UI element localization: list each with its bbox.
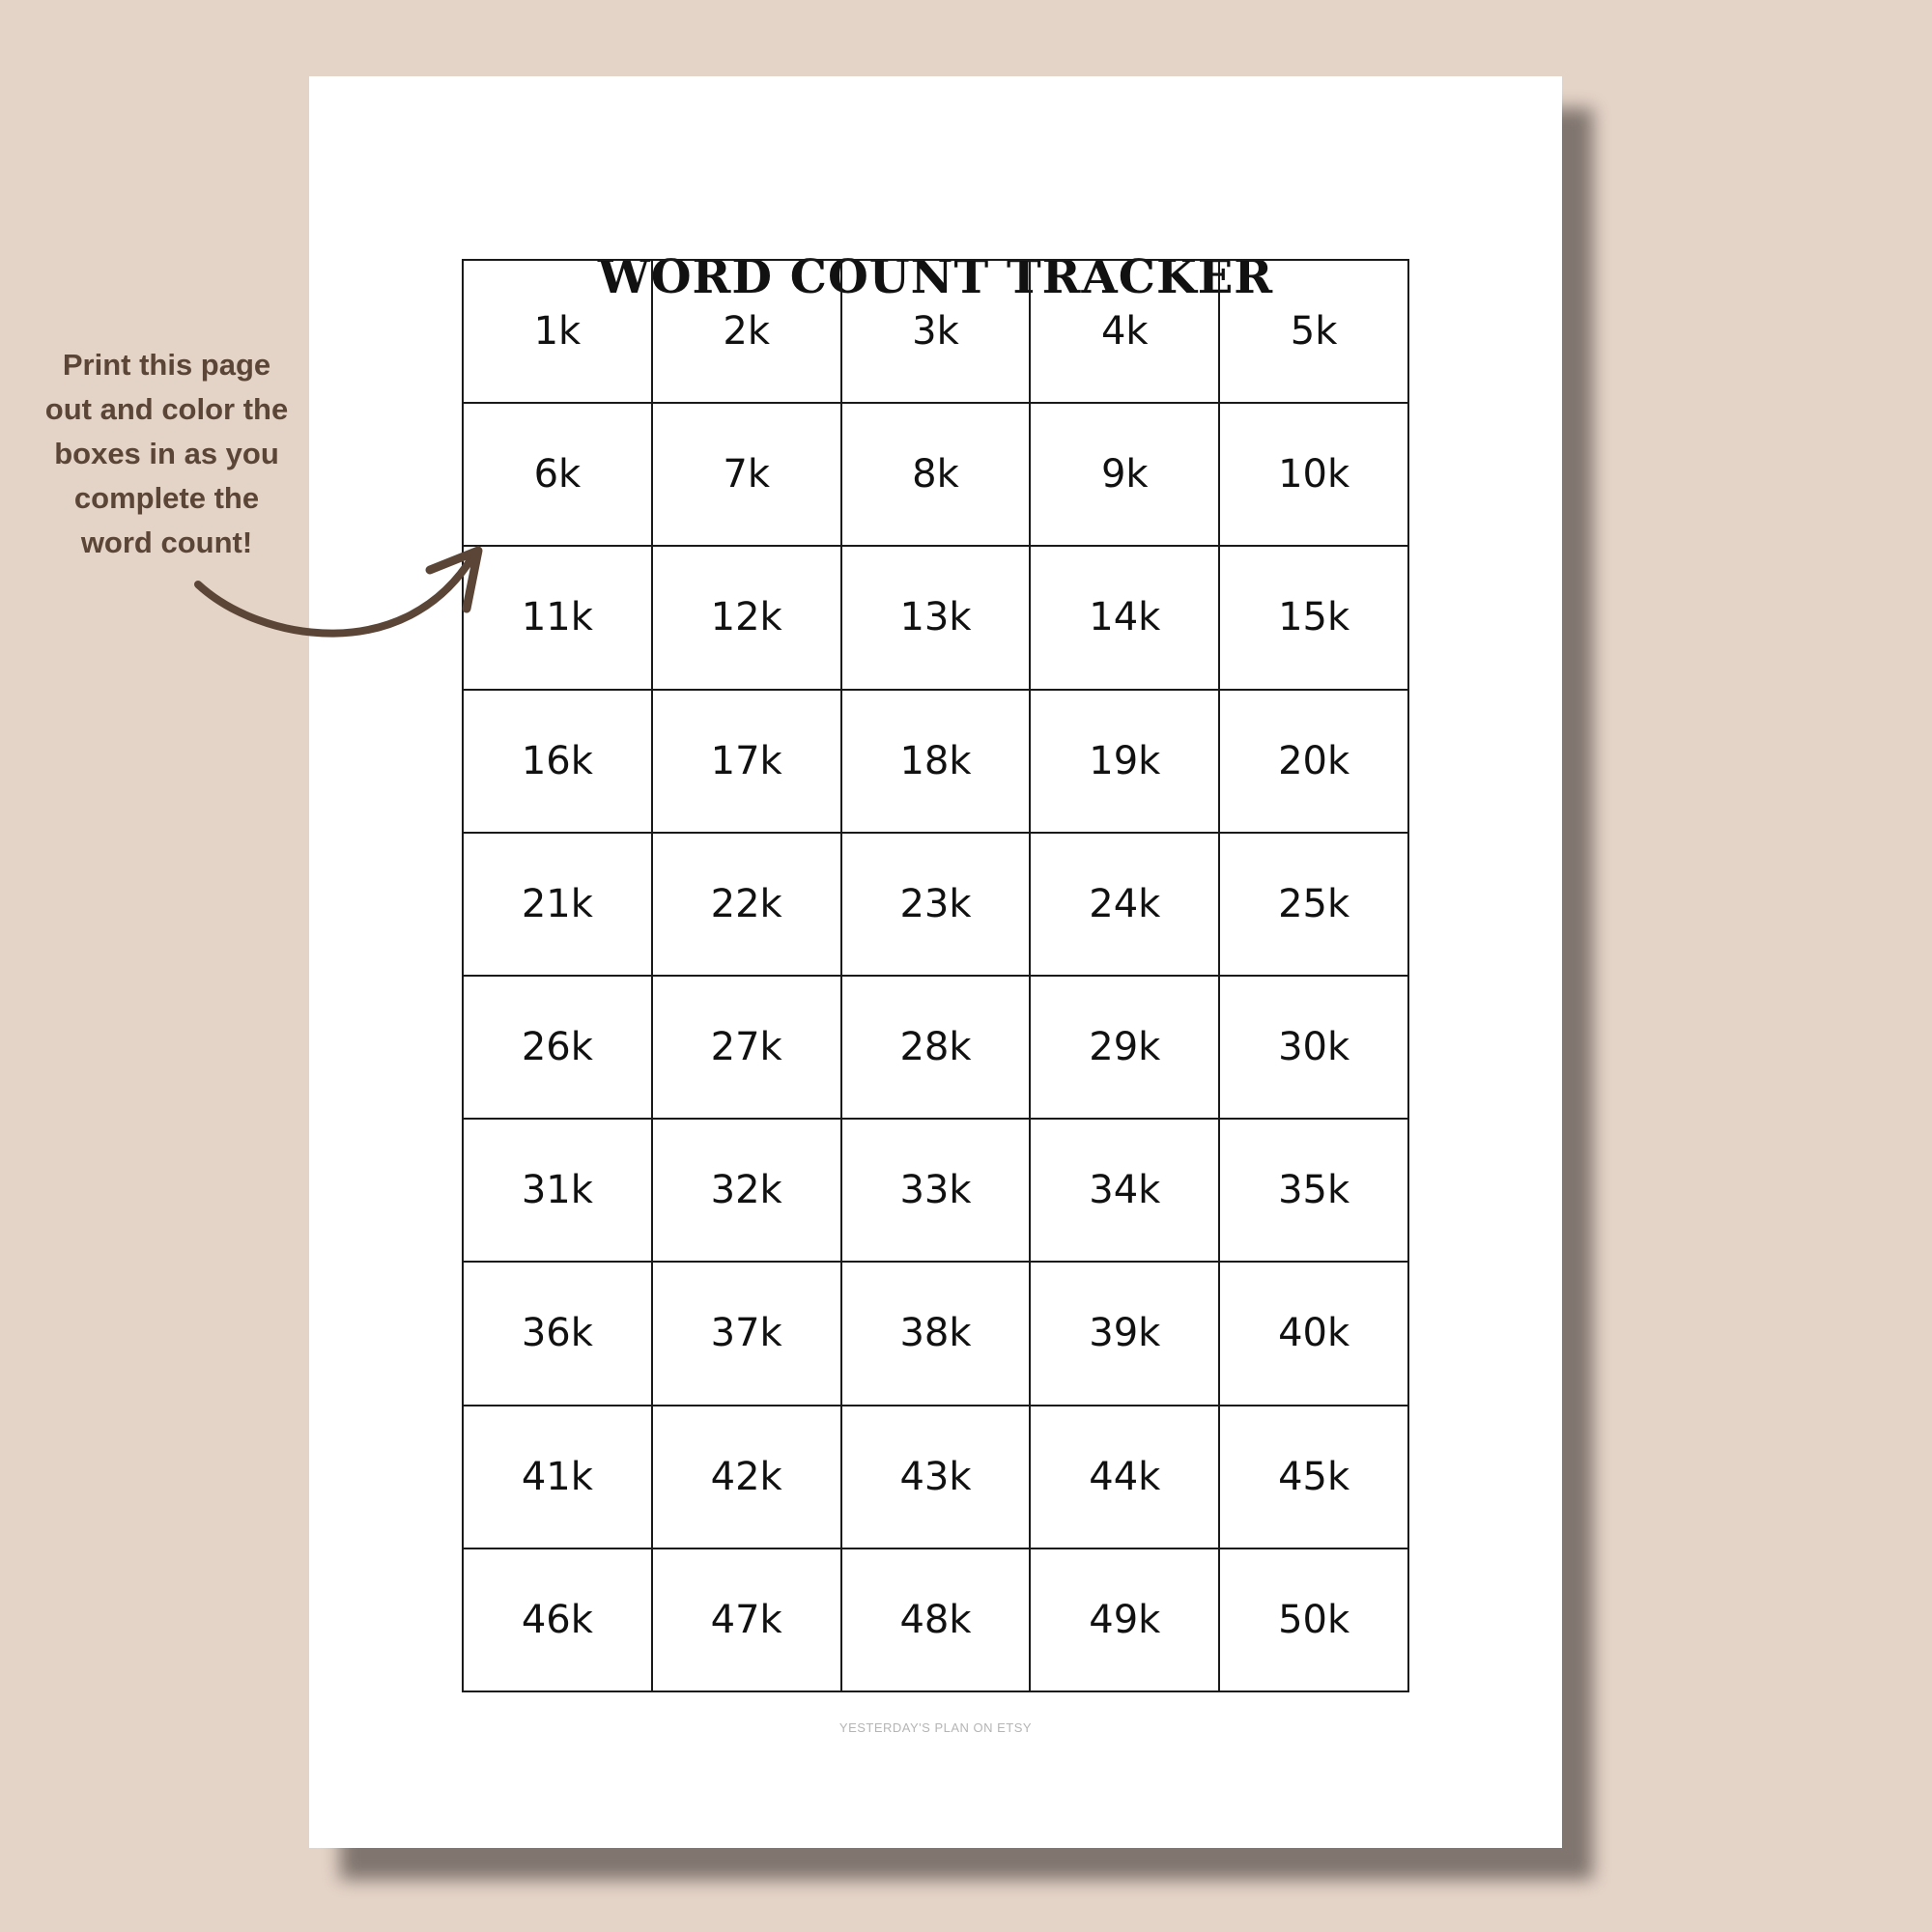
tracker-cell: 8k — [842, 404, 1032, 547]
tracker-cell: 10k — [1220, 404, 1409, 547]
tracker-cell: 21k — [464, 834, 653, 977]
instruction-line: boxes in as you — [54, 437, 279, 470]
tracker-cell: 7k — [653, 404, 842, 547]
tracker-cell: 40k — [1220, 1263, 1409, 1406]
tracker-cell: 12k — [653, 547, 842, 690]
tracker-cell: 46k — [464, 1549, 653, 1692]
tracker-cell: 33k — [842, 1120, 1032, 1263]
tracker-cell: 50k — [1220, 1549, 1409, 1692]
word-count-grid — [462, 259, 1409, 1692]
tracker-cell: 28k — [842, 977, 1032, 1120]
tracker-cell: 35k — [1220, 1120, 1409, 1263]
page-title: WORD COUNT TRACKER — [597, 250, 1274, 304]
tracker-cell: 11k — [464, 547, 653, 690]
tracker-cell: 13k — [842, 547, 1032, 690]
tracker-cell: 19k — [1031, 691, 1220, 834]
tracker-cell: 34k — [1031, 1120, 1220, 1263]
tracker-cell: 9k — [1031, 404, 1220, 547]
tracker-cell: 44k — [1031, 1406, 1220, 1549]
tracker-cell: 18k — [842, 691, 1032, 834]
tracker-cell: 20k — [1220, 691, 1409, 834]
curved-arrow-icon — [184, 536, 502, 662]
tracker-cell: 2k — [653, 261, 842, 404]
tracker-cell: 5k — [1220, 261, 1409, 404]
tracker-cell: 26k — [464, 977, 653, 1120]
footer-credit: YESTERDAY'S PLAN ON ETSY — [838, 1720, 1033, 1735]
tracker-cell: 41k — [464, 1406, 653, 1549]
tracker-cell: 4k — [1031, 261, 1220, 404]
tracker-cell: 22k — [653, 834, 842, 977]
tracker-cell: 17k — [653, 691, 842, 834]
tracker-cell: 25k — [1220, 834, 1409, 977]
tracker-cell: 49k — [1031, 1549, 1220, 1692]
tracker-cell: 16k — [464, 691, 653, 834]
tracker-cell: 43k — [842, 1406, 1032, 1549]
tracker-cell: 6k — [464, 404, 653, 547]
instruction-line: Print this page — [62, 348, 271, 382]
tracker-cell: 23k — [842, 834, 1032, 977]
tracker-cell: 45k — [1220, 1406, 1409, 1549]
tracker-cell: 1k — [464, 261, 653, 404]
instruction-line: word count! — [80, 526, 253, 559]
tracker-cell: 29k — [1031, 977, 1220, 1120]
tracker-cell: 15k — [1220, 547, 1409, 690]
instruction-line: out and color the — [44, 392, 289, 426]
tracker-cell: 27k — [653, 977, 842, 1120]
printable-page — [309, 76, 1562, 1848]
instruction-note — [19, 343, 314, 565]
tracker-cell: 39k — [1031, 1263, 1220, 1406]
tracker-cell: 14k — [1031, 547, 1220, 690]
tracker-cell: 37k — [653, 1263, 842, 1406]
tracker-cell: 42k — [653, 1406, 842, 1549]
tracker-cell: 3k — [842, 261, 1032, 404]
instruction-line: complete the — [73, 481, 260, 515]
tracker-cell: 48k — [842, 1549, 1032, 1692]
tracker-cell: 24k — [1031, 834, 1220, 977]
tracker-cell: 30k — [1220, 977, 1409, 1120]
tracker-cell: 32k — [653, 1120, 842, 1263]
tracker-cell: 38k — [842, 1263, 1032, 1406]
tracker-cell: 31k — [464, 1120, 653, 1263]
tracker-cell: 47k — [653, 1549, 842, 1692]
tracker-cell: 36k — [464, 1263, 653, 1406]
